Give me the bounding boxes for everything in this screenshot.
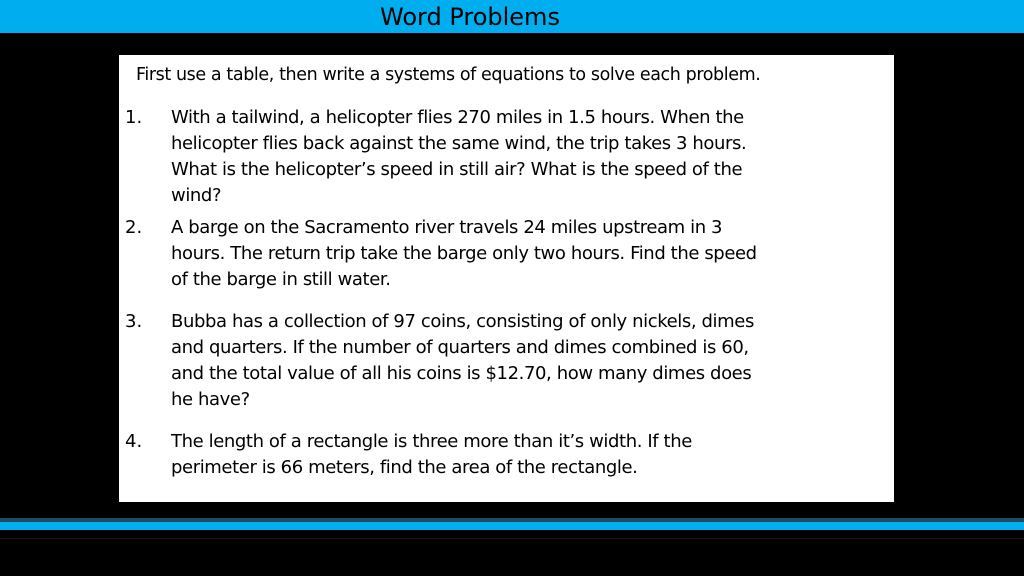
problem-line: A barge on the Sacramento river travels 24 miles upstream in 3 (171, 217, 723, 238)
problem-number: 4. (125, 431, 143, 452)
problem-line: he have? (171, 389, 250, 410)
instructions-text: First use a table, then write a systems of equations to solve each problem. (136, 65, 761, 85)
problem-line: The length of a rectangle is three more than it’s width. If the (171, 431, 692, 452)
problem-line: wind? (171, 185, 222, 206)
problem-text (171, 105, 883, 209)
problem-text (171, 215, 883, 293)
bottom-divider-line (0, 538, 1024, 539)
problem-line: hours. The return trip take the barge only two hours. Find the speed (171, 243, 757, 264)
problem-text (171, 309, 883, 413)
problem-line: and the total value of all his coins is $12.70, how many dimes does (171, 363, 752, 384)
problem-line: of the barge in still water. (171, 269, 391, 290)
content-panel (119, 55, 894, 502)
title-bar (0, 0, 1024, 33)
problem-line: helicopter flies back against the same wind, the trip takes 3 hours. (171, 133, 747, 154)
problem-line: and quarters. If the number of quarters and dimes combined is 60, (171, 337, 749, 358)
problem-line: What is the helicopter’s speed in still air? What is the speed of the (171, 159, 743, 180)
bottom-accent-bar (0, 522, 1024, 530)
problem-number: 2. (125, 217, 143, 238)
problem-line: With a tailwind, a helicopter flies 270 miles in 1.5 hours. When the (171, 107, 744, 128)
page-title: Word Problems (380, 3, 560, 31)
problem-line: perimeter is 66 meters, find the area of the rectangle. (171, 457, 638, 478)
problem-number: 1. (125, 107, 143, 128)
problem-number: 3. (125, 311, 143, 332)
problem-text (171, 429, 883, 481)
problem-line: Bubba has a collection of 97 coins, consisting of only nickels, dimes (171, 311, 754, 332)
